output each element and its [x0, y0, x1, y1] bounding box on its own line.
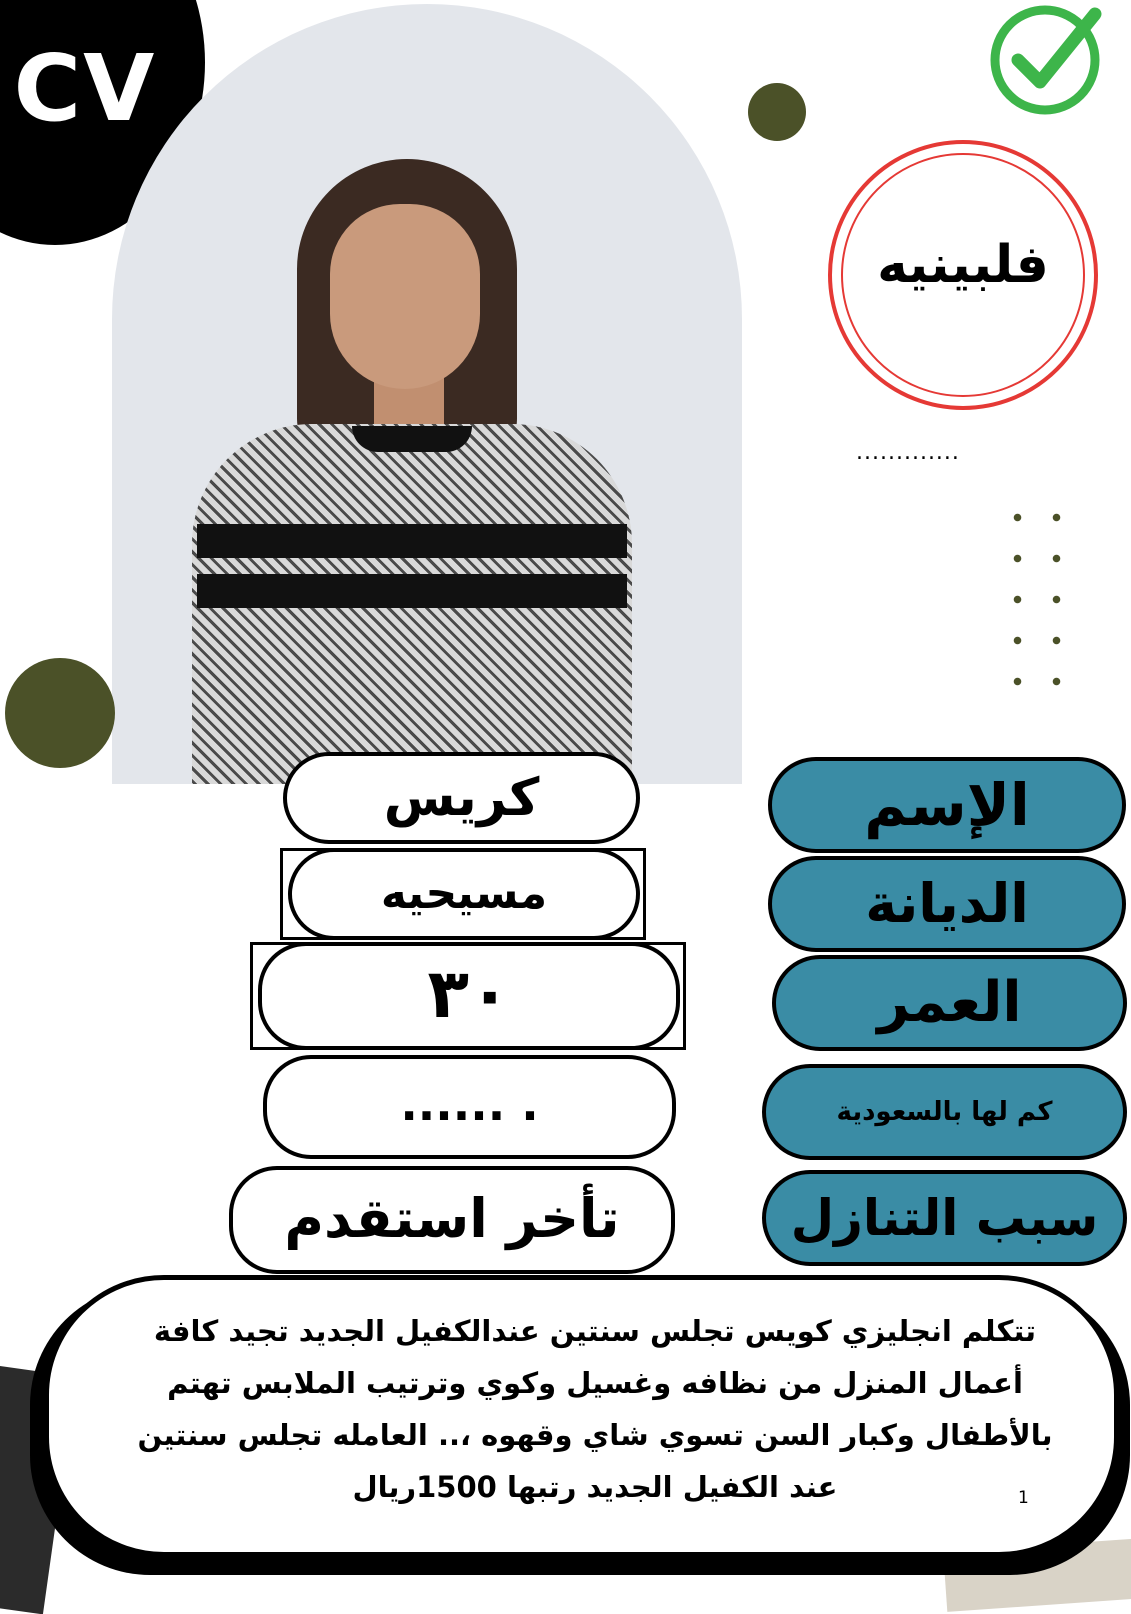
label-religion: الديانة	[768, 856, 1126, 952]
label-transfer-reason: سبب التنازل	[762, 1170, 1127, 1266]
description-text: تتكلم انجليزي كويس تجلس سنتين عندالكفيل الجديد تجيد كافة أعمال المنزل من نظافه وغسيل وكوي وترتيب الملابس تهتم بالأطفال وكبار السن تسوي شاي وقهوه ،.. العامله تجلس سنتين عند الكفيل الجديد رتبها 1500ريال	[137, 1314, 1053, 1504]
value-transfer-reason: تأخر استقدم	[229, 1166, 675, 1274]
photo-face	[330, 204, 480, 389]
label-age: العمر	[772, 955, 1127, 1051]
photo-sweater-stripe	[197, 524, 627, 558]
worker-photo	[112, 4, 742, 784]
value-age: ٣٠	[258, 942, 680, 1050]
value-years-in-saudi: . ......	[263, 1055, 676, 1159]
photo-sweater-stripe	[197, 574, 627, 608]
decor-dot	[5, 658, 115, 768]
cv-label: CV	[13, 35, 157, 142]
page-number: 1	[1018, 1488, 1029, 1508]
value-religion: مسيحيه	[288, 848, 640, 940]
label-name: الإسم	[768, 757, 1126, 853]
photo-collar	[352, 426, 472, 452]
dotted-placeholder: .............	[856, 440, 960, 465]
label-years-in-saudi: كم لها بالسعودية	[762, 1064, 1127, 1160]
value-name: كريس	[283, 752, 640, 844]
check-icon	[990, 2, 1105, 117]
decor-dot	[748, 83, 806, 141]
dot-grid	[998, 497, 1088, 717]
nationality-value: فلبينيه	[877, 235, 1049, 295]
